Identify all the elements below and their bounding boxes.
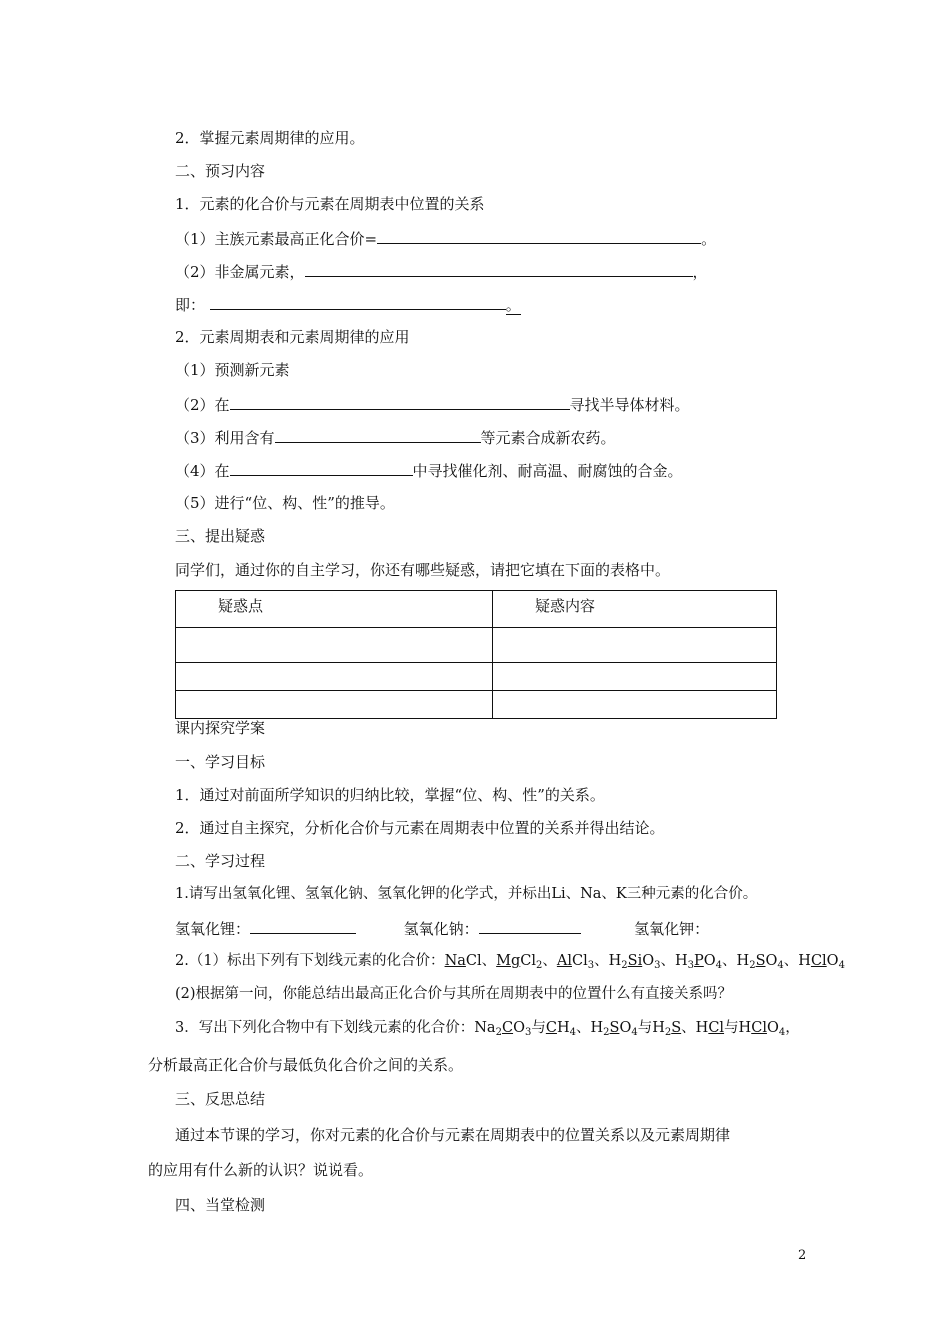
- preview-item-1-2: （2）非金属元素， ，: [175, 263, 708, 281]
- fill-blank[interactable]: [275, 427, 481, 443]
- preview-item-1-1: （1）主族元素最高正化合价= 。: [175, 230, 717, 248]
- fill-blank[interactable]: [305, 261, 693, 277]
- preview-item-2-1: （1）预测新元素: [175, 361, 290, 379]
- section-preview: 二、预习内容: [175, 162, 266, 180]
- table-cell[interactable]: [176, 628, 493, 663]
- reflection-text-2: 的应用有什么新的认识？说说看。: [148, 1161, 374, 1179]
- section-goals: 一、学习目标: [175, 753, 266, 771]
- table-row: [176, 691, 777, 719]
- label: （1）主族元素最高正化合价=: [175, 230, 378, 248]
- reflection-text-1: 通过本节课的学习，你对元素的化合价与元素在周期表中的位置关系以及元素周期律: [175, 1126, 731, 1144]
- preview-item-2: 2．元素周期表和元素周期律的应用: [175, 328, 410, 346]
- preview-item-2-3: （3）利用含有 等元素合成新农药。: [175, 429, 616, 447]
- questions-instruction: 同学们，通过你的自主学习，你还有哪些疑惑，请把它填在下面的表格中。: [175, 561, 671, 579]
- table-cell[interactable]: [493, 628, 777, 663]
- section-check: 四、当堂检测: [175, 1196, 266, 1214]
- process-q2-1: 2.（1）标出下列有下划线元素的化合价：NaCl、MgCl$_2$、AlCl$_3$、$H_2SiO_3$、$H_3PO_4$、$H_2SO_4$、HClO$_4$: [175, 953, 845, 971]
- fill-blank[interactable]: [377, 228, 701, 244]
- process-q1: 1.请写出氢氧化锂、氢氧化钠、氢氧化钾的化学式，并标出Li、Na、K三种元素的化合价。: [175, 886, 758, 902]
- table-cell[interactable]: [176, 691, 493, 719]
- fill-blank[interactable]: [230, 460, 413, 476]
- section-inclass: 课内探究学案: [175, 719, 266, 737]
- section-questions: 三、提出疑惑: [175, 527, 266, 545]
- preview-item-1: 1．元素的化合价与元素在周期表中位置的关系: [175, 195, 485, 213]
- preview-item-2-5: （5）进行“位、构、性”的推导。: [175, 494, 395, 512]
- process-q3-cont: 分析最高正化合价与最低负化合价之间的关系。: [148, 1056, 464, 1074]
- preview-item-1-2b: 即： 。: [175, 296, 521, 314]
- objective-2: 2．掌握元素周期律的应用。: [175, 129, 365, 147]
- process-q1-answers: 氢氧化锂： 氢氧化钠： 氢氧化钾：: [175, 920, 710, 938]
- doubts-table: [175, 590, 777, 719]
- preview-item-2-4: （4）在 中寻找催化剂、耐高温、耐腐蚀的合金。: [175, 462, 683, 480]
- section-reflection: 三、反思总结: [175, 1090, 266, 1108]
- process-q3: 3．写出下列化合物中有下划线元素的化合价：$Na_2CO_3$与$CH_4$、$H_2SO_4$与$H_2S$、HCl与HClO$_4$，: [175, 1020, 800, 1038]
- fill-blank[interactable]: [479, 918, 581, 934]
- header-cell: 疑惑内容: [493, 591, 777, 628]
- goal-2: 2．通过自主探究，分析化合价与元素在周期表中位置的关系并得出结论。: [175, 819, 665, 837]
- table-cell[interactable]: [176, 663, 493, 691]
- table-cell[interactable]: [493, 691, 777, 719]
- table-row: [176, 628, 777, 663]
- header-cell: 疑惑点: [176, 591, 493, 628]
- process-q2-2: (2)根据第一问，你能总结出最高正化合价与其所在周期表中的位置什么有直接关系吗？: [175, 986, 733, 1002]
- table-cell[interactable]: [493, 663, 777, 691]
- page-number: 2: [798, 1248, 807, 1263]
- fill-blank[interactable]: [250, 918, 356, 934]
- preview-item-2-2: （2）在 寻找半导体材料。: [175, 396, 690, 414]
- table-row: [176, 663, 777, 691]
- fill-blank[interactable]: [210, 294, 506, 310]
- goal-1: 1．通过对前面所学知识的归纳比较，掌握“位、构、性”的关系。: [175, 786, 605, 804]
- table-header-row: [176, 591, 777, 628]
- fill-blank[interactable]: [230, 394, 570, 410]
- section-process: 二、学习过程: [175, 852, 266, 870]
